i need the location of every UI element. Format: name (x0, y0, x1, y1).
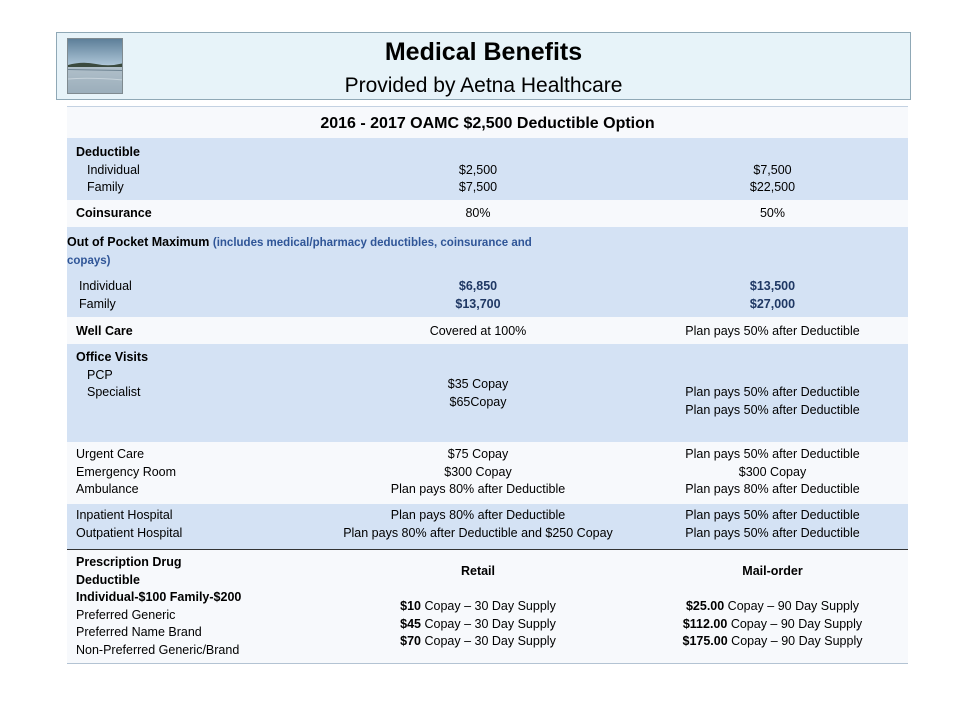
table-row-office-visits (67, 344, 908, 442)
rx-mail-non-preferred: $175.00 Copay – 90 Day Supply (682, 634, 863, 648)
inpatient-hospital-out: Plan pays 50% after Deductible (685, 508, 860, 522)
office-visits-out-specialist: Plan pays 50% after Deductible (685, 402, 860, 417)
rx-deductible-heading: Deductible (76, 572, 140, 587)
office-visits-specialist-label: Specialist (87, 385, 141, 399)
deductible-out-individual: $7,500 (753, 162, 792, 177)
table-row-prescription (67, 550, 908, 664)
outpatient-hospital-label: Outpatient Hospital (76, 525, 183, 540)
urgent-care-out: Plan pays 50% after Deductible (685, 447, 860, 461)
page-title: Medical Benefits (384, 38, 583, 66)
oop-out-family: $27,000 (749, 296, 796, 311)
table-caption: 2016 - 2017 OAMC $2,500 Deductible Option (67, 106, 908, 138)
table-row-deductible (67, 138, 908, 200)
table-row-out-of-pocket (67, 227, 908, 317)
rx-retail-non-preferred: $70 Copay – 30 Day Supply (400, 634, 556, 648)
oop-in-individual: $6,850 (458, 279, 498, 293)
rx-mail-name-brand: $112.00 Copay – 90 Day Supply (682, 616, 863, 631)
rx-tier-non-preferred: Non-Preferred Generic/Brand (76, 642, 240, 657)
office-visits-pcp-label: PCP (87, 367, 113, 382)
rx-tier-preferred-generic: Preferred Generic (76, 607, 176, 622)
emergency-room-label: Emergency Room (76, 464, 177, 479)
deductible-heading: Deductible (76, 145, 140, 159)
oop-note-continued: copays) (67, 254, 111, 267)
well-care-in: Covered at 100% (429, 324, 527, 338)
deductible-in-individual: $2,500 (458, 162, 498, 177)
rx-retail-generic: $10 Copay – 30 Day Supply (400, 599, 556, 613)
emergency-room-in: $300 Copay (444, 464, 512, 479)
well-care-out: Plan pays 50% after Deductible (685, 324, 860, 338)
emergency-room-out: $300 Copay (738, 464, 807, 479)
table-row-urgent-care (67, 442, 908, 504)
oop-out-individual: $13,500 (749, 279, 796, 293)
well-care-label: Well Care (76, 324, 133, 338)
header-banner (56, 32, 911, 100)
table-row-well-care (67, 317, 908, 344)
rx-heading: Prescription Drug (76, 555, 182, 569)
deductible-individual-label: Individual (87, 162, 140, 177)
urgent-care-in: $75 Copay (447, 447, 509, 461)
oop-note: (includes medical/pharmacy deductibles, coinsurance and (212, 237, 532, 249)
page-subtitle: Provided by Aetna Healthcare (344, 74, 623, 97)
benefits-table (67, 106, 908, 664)
inpatient-hospital-label: Inpatient Hospital (76, 508, 173, 522)
coinsurance-in: 80% (465, 206, 491, 220)
oop-heading: Out of Pocket Maximum (67, 235, 210, 249)
inpatient-hospital-in: Plan pays 80% after Deductible (390, 508, 566, 522)
rx-retail-name-brand: $45 Copay – 30 Day Supply (400, 616, 556, 631)
rx-tier-preferred-name-brand: Preferred Name Brand (76, 625, 202, 639)
rx-mail-order-header: Mail-order (742, 564, 803, 578)
office-visits-heading: Office Visits (76, 350, 149, 364)
rx-mail-generic: $25.00 Copay – 90 Day Supply (685, 599, 860, 613)
outpatient-hospital-in: Plan pays 80% after Deductible and $250 Copay (343, 525, 613, 540)
ambulance-label: Ambulance (76, 482, 139, 496)
ambulance-in: Plan pays 80% after Deductible (390, 482, 566, 496)
ambulance-out: Plan pays 80% after Deductible (685, 482, 860, 496)
coinsurance-out: 50% (759, 206, 786, 220)
oop-in-family: $13,700 (455, 296, 501, 311)
deductible-family-label: Family (87, 180, 124, 194)
office-visits-out-pcp: Plan pays 50% after Deductible (685, 385, 860, 399)
rx-deductible-amounts: Individual-$100 Family-$200 (76, 590, 242, 604)
deductible-out-family: $22,500 (749, 180, 796, 194)
coinsurance-label: Coinsurance (76, 206, 152, 220)
office-visits-in-specialist: $65Copay (449, 394, 507, 409)
table-row-hospital (67, 504, 908, 550)
table-row-coinsurance (67, 200, 908, 227)
deductible-in-family: $7,500 (458, 180, 498, 194)
oop-family-label: Family (79, 296, 116, 311)
urgent-care-label: Urgent Care (76, 447, 145, 461)
rx-retail-header: Retail (460, 564, 496, 578)
oop-individual-label: Individual (79, 279, 132, 293)
outpatient-hospital-out: Plan pays 50% after Deductible (685, 525, 860, 540)
office-visits-in-pcp: $35 Copay (447, 377, 509, 391)
